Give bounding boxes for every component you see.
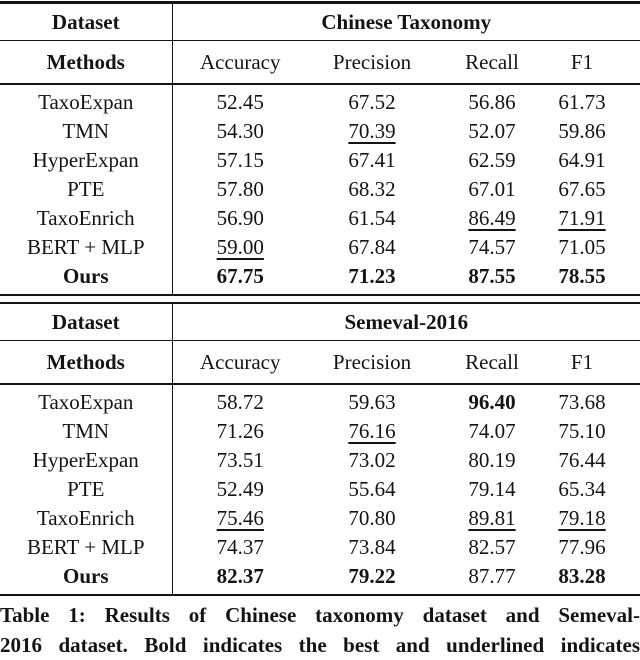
metric-value: 54.30 xyxy=(172,117,308,146)
metric-value: 67.01 xyxy=(468,177,516,201)
table-row xyxy=(0,204,640,233)
metric-value: 89.81 xyxy=(468,506,516,530)
dataset-name: Semeval-2016 xyxy=(172,303,640,341)
metric-value: 67.84 xyxy=(348,235,396,259)
method-name: TaxoEnrich xyxy=(36,506,135,530)
metric-value: 71.23 xyxy=(348,264,396,288)
metric-value: 73.51 xyxy=(172,446,308,475)
dataset-label: Dataset xyxy=(0,303,172,341)
metric-value: 79.14 xyxy=(468,477,516,501)
metric-value: 74.57 xyxy=(468,235,516,259)
column-header-accuracy: Accuracy xyxy=(172,41,308,85)
table-caption xyxy=(0,600,640,660)
method-name: TMN xyxy=(62,419,110,443)
column-header-f1: F1 xyxy=(548,341,640,385)
method-name: PTE xyxy=(67,177,105,201)
method-name: TMN xyxy=(62,119,110,143)
metric-value: 57.80 xyxy=(172,175,308,204)
table-row xyxy=(0,384,640,417)
metric-value: 61.73 xyxy=(558,90,606,114)
column-header-row xyxy=(0,341,640,385)
results-table-semeval-2016 xyxy=(0,302,640,596)
metric-value: 67.75 xyxy=(172,262,308,295)
method-name: BERT + MLP xyxy=(26,235,145,259)
method-name: HyperExpan xyxy=(32,448,139,472)
method-name: TaxoEnrich xyxy=(36,206,135,230)
table-row xyxy=(0,533,640,562)
metric-value: 64.91 xyxy=(558,148,606,172)
metric-value: 73.02 xyxy=(348,448,396,472)
table-row xyxy=(0,233,640,262)
column-header-f1: F1 xyxy=(548,41,640,85)
metric-value: 75.10 xyxy=(558,419,606,443)
table-row xyxy=(0,562,640,595)
results-table-chinese-taxonomy xyxy=(0,1,640,296)
metric-value: 80.19 xyxy=(468,448,516,472)
metric-value: 82.37 xyxy=(172,562,308,595)
method-name: Ours xyxy=(62,564,109,588)
metric-value: 65.34 xyxy=(558,477,606,501)
results-body xyxy=(0,384,640,595)
metric-value: 61.54 xyxy=(348,206,396,230)
metric-value: 56.86 xyxy=(468,90,516,114)
paper-page xyxy=(0,1,640,660)
method-name: PTE xyxy=(67,477,105,501)
results-body xyxy=(0,84,640,295)
table-row xyxy=(0,84,640,117)
dataset-header-row xyxy=(0,3,640,41)
caption-line-1: Table 1: Results of Chinese taxonomy dataset and Semeval- xyxy=(0,603,640,627)
table-row xyxy=(0,446,640,475)
metric-value: 67.52 xyxy=(348,90,396,114)
table-row xyxy=(0,262,640,295)
table-row xyxy=(0,146,640,175)
method-name: TaxoExpan xyxy=(38,90,134,114)
metric-value: 82.57 xyxy=(468,535,516,559)
metric-value: 86.49 xyxy=(468,206,516,230)
metric-value: 58.72 xyxy=(172,384,308,417)
metric-value: 56.90 xyxy=(172,204,308,233)
method-name: TaxoExpan xyxy=(38,390,134,414)
column-header-row xyxy=(0,41,640,85)
column-header-recall: Recall xyxy=(436,341,548,385)
metric-value: 52.45 xyxy=(172,84,308,117)
metric-value: 79.22 xyxy=(348,564,396,588)
metric-value: 96.40 xyxy=(468,390,516,414)
method-name: HyperExpan xyxy=(32,148,139,172)
table-row xyxy=(0,417,640,446)
metric-value: 74.07 xyxy=(468,419,516,443)
column-header-precision: Precision xyxy=(308,41,436,85)
metric-value: 59.63 xyxy=(348,390,396,414)
metric-value: 57.15 xyxy=(172,146,308,175)
metric-value: 83.28 xyxy=(558,564,606,588)
table-row xyxy=(0,504,640,533)
metric-value: 71.91 xyxy=(558,206,606,230)
metric-value: 55.64 xyxy=(348,477,396,501)
metric-value: 78.55 xyxy=(558,264,606,288)
methods-label: Methods xyxy=(0,41,172,85)
metric-value: 76.44 xyxy=(558,448,606,472)
metric-value: 70.39 xyxy=(348,119,396,143)
column-header-precision: Precision xyxy=(308,341,436,385)
column-header-recall: Recall xyxy=(436,41,548,85)
metric-value: 62.59 xyxy=(468,148,516,172)
method-name: Ours xyxy=(62,264,109,288)
metric-value: 77.96 xyxy=(558,535,606,559)
metric-value: 71.05 xyxy=(558,235,606,259)
metric-value: 52.07 xyxy=(468,119,516,143)
metric-value: 67.65 xyxy=(558,177,606,201)
metric-value: 74.37 xyxy=(172,533,308,562)
metric-value: 73.84 xyxy=(348,535,396,559)
dataset-label: Dataset xyxy=(0,3,172,41)
metric-value: 59.86 xyxy=(558,119,606,143)
metric-value: 73.68 xyxy=(558,390,606,414)
dataset-header-row xyxy=(0,303,640,341)
column-header-accuracy: Accuracy xyxy=(172,341,308,385)
metric-value: 76.16 xyxy=(348,419,396,443)
table-row xyxy=(0,175,640,204)
metric-value: 59.00 xyxy=(172,233,308,262)
metric-value: 70.80 xyxy=(348,506,396,530)
table-row xyxy=(0,117,640,146)
methods-label: Methods xyxy=(0,341,172,385)
table-row xyxy=(0,475,640,504)
metric-value: 68.32 xyxy=(348,177,396,201)
metric-value: 79.18 xyxy=(558,506,606,530)
metric-value: 67.41 xyxy=(348,148,396,172)
dataset-name: Chinese Taxonomy xyxy=(172,3,640,41)
metric-value: 87.77 xyxy=(468,564,516,588)
metric-value: 71.26 xyxy=(172,417,308,446)
metric-value: 52.49 xyxy=(172,475,308,504)
metric-value: 75.46 xyxy=(172,504,308,533)
caption-line-2: 2016 dataset. Bold indicates the best and underlined indicates xyxy=(0,633,640,657)
metric-value: 87.55 xyxy=(468,264,516,288)
method-name: BERT + MLP xyxy=(26,535,145,559)
